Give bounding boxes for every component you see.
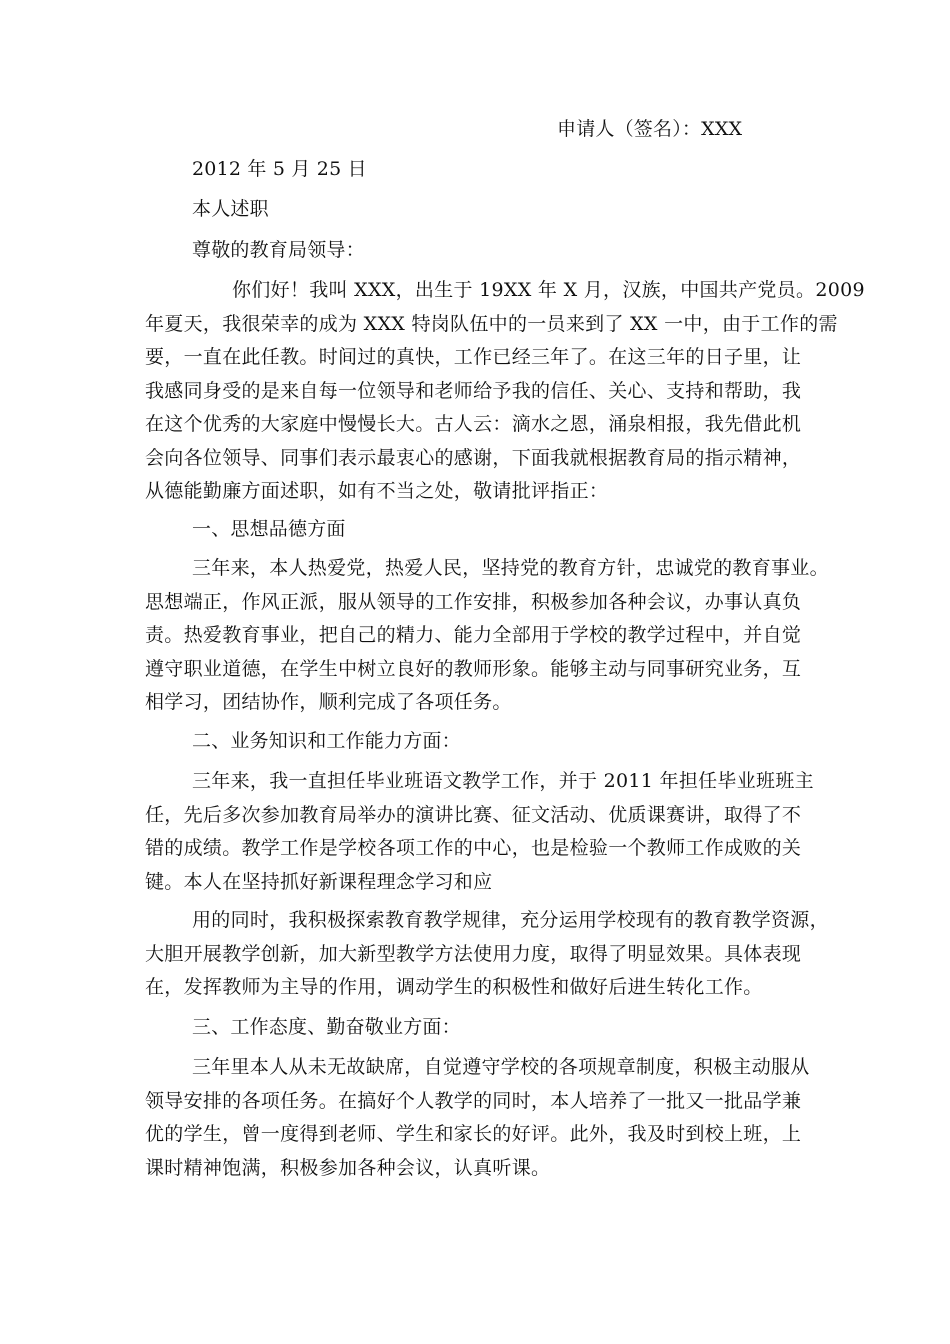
section-2-paragraph-a (145, 765, 825, 899)
paragraph-line: 错的成绩。教学工作是学校各项工作的中心，也是检验一个教师工作成败的关 (145, 837, 802, 859)
section-heading-2: 二、业务知识和工作能力方面： (192, 730, 461, 752)
paragraph-line: 课时精神饱满，积极参加各种会议，认真听课。 (145, 1156, 551, 1179)
paragraph-line: 责。热爱教育事业，把自己的精力、能力全部用于学校的教学过程中，并自觉 (145, 624, 802, 646)
paragraph-line: 键。本人在坚持抓好新课程理念学习和应 (145, 870, 493, 893)
section-heading-3: 三、工作态度、勤奋敬业方面： (192, 1016, 461, 1038)
paragraph-line: 会向各位领导、同事们表示最衷心的感谢，下面我就根据教育局的指示精神， (145, 446, 802, 469)
paragraph-line: 在，发挥教师为主导的作用，调动学生的积极性和做好后进生转化工作。 (145, 976, 763, 998)
document-date: 2012 年 5 月 25 日 (192, 158, 367, 180)
paragraph-line: 优的学生，曾一度得到老师、学生和家长的好评。此外，我及时到校上班，上 (145, 1123, 802, 1145)
paragraph-line: 用的同时，我积极探索教育教学规律，充分运用学校现有的教育教学资源， (192, 909, 829, 931)
paragraph-line: 三年里本人从未无故缺席，自觉遵守学校的各项规章制度，积极主动服从 (192, 1056, 810, 1078)
paragraph-line: 相学习，团结协作，顺利完成了各项任务。 (145, 691, 512, 713)
paragraph-line: 要，一直在此任教。时间过的真快，工作已经三年了。在这三年的日子里，让 (145, 346, 802, 368)
paragraph-line: 遵守职业道德，在学生中树立良好的教师形象。能够主动与同事研究业务，互 (145, 657, 802, 680)
applicant-signature: 申请人（签名）：XXX (557, 118, 743, 140)
paragraph-line: 你们好！我叫 XXX，出生于 19XX 年 X 月，汉族，中国共产党员。2009 (232, 279, 865, 301)
paragraph-line: 从德能勤廉方面述职，如有不当之处，敬请批评指正： (145, 480, 609, 502)
salutation: 尊敬的教育局领导： (192, 239, 365, 261)
paragraph-line: 我感同身受的是来自每一位领导和老师给予我的信任、关心、支持和帮助，我 (145, 379, 802, 402)
paragraph-line: 在这个优秀的大家庭中慢慢长大。古人云：滴水之恩，涌泉相报，我先借此机 (145, 413, 802, 435)
section-2-paragraph-b (145, 904, 829, 1005)
section-1-paragraph (145, 552, 829, 720)
paragraph-line: 大胆开展教学创新，加大新型教学方法使用力度，取得了明显效果。具体表现 (145, 942, 802, 965)
section-heading-1: 一、思想品德方面 (192, 518, 346, 540)
paragraph-line: 领导安排的各项任务。在搞好个人教学的同时，本人培养了一批又一批品学兼 (145, 1089, 802, 1112)
section-3-paragraph (145, 1051, 825, 1185)
paragraph-line: 三年来，我一直担任毕业班语文教学工作，并于 2011 年担任毕业班班主 (192, 770, 814, 792)
document-title: 本人述职 (192, 198, 269, 220)
paragraph-line: 年夏天，我很荣幸的成为 XXX 特岗队伍中的一员来到了 XX 一中，由于工作的需 (145, 312, 838, 335)
paragraph-line: 任，先后多次参加教育局举办的演讲比赛、征文活动、优质课赛讲，取得了不 (145, 803, 802, 826)
paragraph-line: 思想端正，作风正派，服从领导的工作安排，积极参加各种会议，办事认真负 (145, 590, 802, 613)
intro-paragraph (145, 274, 865, 509)
paragraph-line: 三年来，本人热爱党，热爱人民，坚持党的教育方针，忠诚党的教育事业。 (192, 557, 829, 579)
